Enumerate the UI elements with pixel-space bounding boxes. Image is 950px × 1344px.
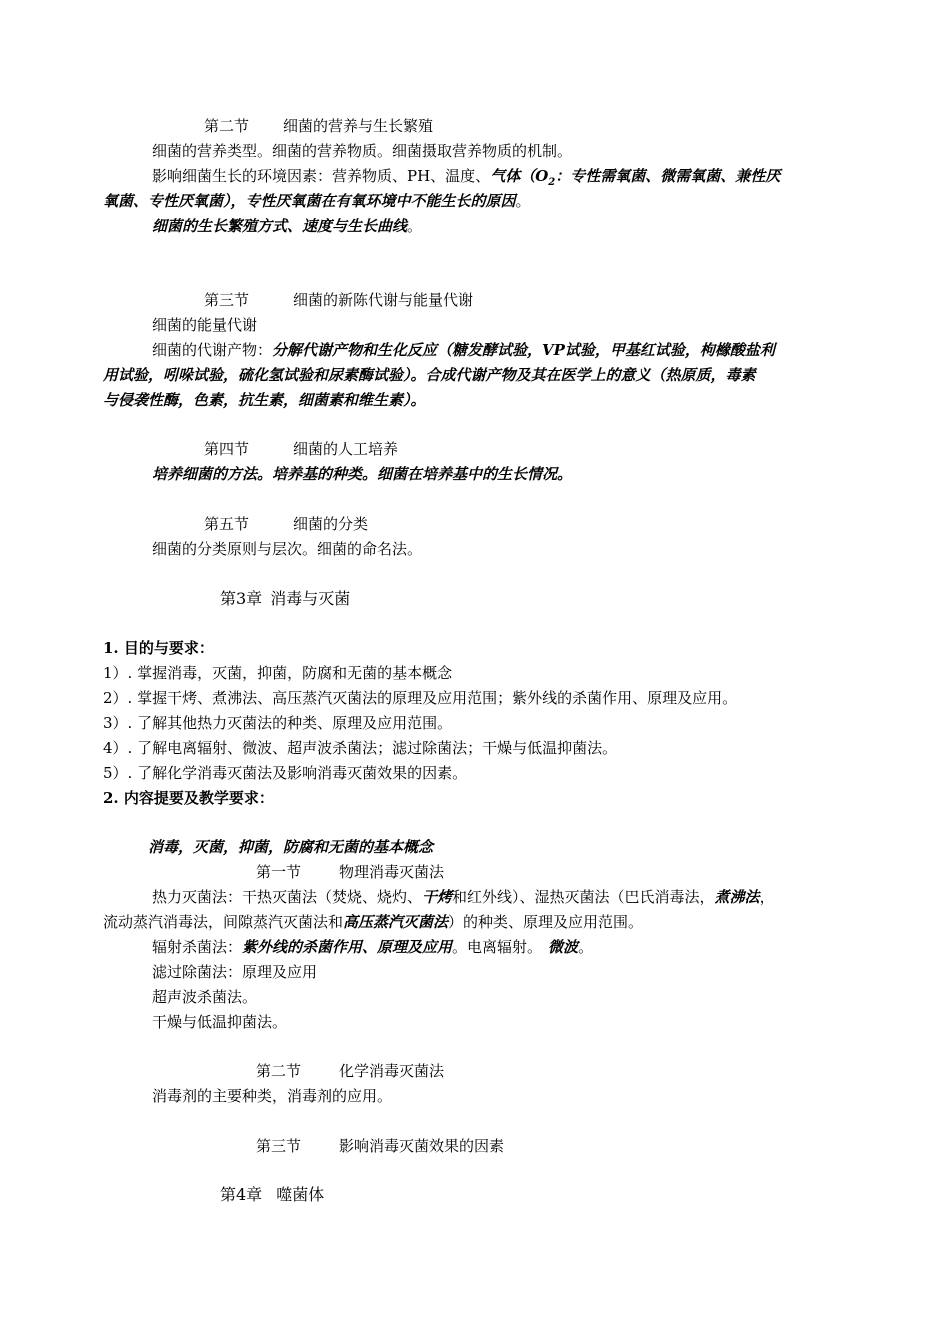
section-number: 第一节 — [256, 863, 302, 881]
section-heading — [204, 290, 473, 310]
section-title: 细菌的营养与生长繁殖 — [283, 117, 434, 135]
section-heading — [256, 862, 444, 882]
paragraph: 干燥与低温抑菌法。 — [152, 1013, 288, 1031]
paragraph: 影响细菌生长的环境因素：营养物质、PH、温度、气体（$O_2$：专性需氧菌、微需氧菌、兼性厌 — [152, 167, 781, 188]
section-heading — [256, 1061, 444, 1081]
paragraph-continued: 流动蒸汽消毒法，间隙蒸汽灭菌法和高压蒸汽灭菌法）的种类、原理及应用范围。 — [103, 913, 644, 931]
section-title: 影响消毒灭菌效果的因素 — [339, 1137, 505, 1155]
section-number: 第三节 — [256, 1137, 302, 1155]
subheading: 1. 目的与要求： — [103, 639, 214, 657]
paragraph: 培养细菌的方法。培养基的种类。细菌在培养基中的生长情况。 — [152, 465, 573, 483]
paragraph: 超声波杀菌法。 — [152, 988, 258, 1006]
section-number: 第二节 — [204, 117, 250, 135]
paragraph-continued: 与侵袭性酶，色素，抗生素，细菌素和维生素）。 — [103, 391, 426, 409]
section-number: 第五节 — [204, 515, 250, 533]
chapter-title: 第3章 消毒与灭菌 — [220, 589, 351, 608]
section-title: 化学消毒灭菌法 — [339, 1062, 445, 1080]
section-number: 第四节 — [204, 440, 250, 458]
chapter-title: 第4章 噬菌体 — [220, 1185, 325, 1204]
paragraph: 细菌的代谢产物：分解代谢产物和生化反应（糖发酵试验，VP试验，甲基红试验，枸橼酸盐利 — [152, 341, 775, 359]
section-title: 细菌的分类 — [293, 515, 369, 533]
section-heading — [204, 439, 398, 459]
section-title: 细菌的新陈代谢与能量代谢 — [293, 291, 474, 309]
paragraph: 细菌的生长繁殖方式、速度与生长曲线。 — [152, 217, 423, 235]
paragraph: 辐射杀菌法：紫外线的杀菌作用、原理及应用。电离辐射。 微波。 — [152, 938, 594, 956]
list-item: 5）. 了解化学消毒灭菌法及影响消毒灭菌效果的因素。 — [103, 764, 468, 782]
paragraph: 消毒剂的主要种类，消毒剂的应用。 — [152, 1087, 393, 1105]
list-item: 4）. 了解电离辐射、微波、超声波杀菌法；滤过除菌法；干燥与低温抑菌法。 — [103, 739, 618, 757]
paragraph: 消毒，灭菌，抑菌，防腐和无菌的基本概念 — [148, 838, 434, 856]
section-heading — [204, 116, 433, 136]
subheading: 2. 内容提要及教学要求： — [103, 789, 274, 807]
section-number: 第二节 — [256, 1062, 302, 1080]
list-item: 2）. 掌握干烤、煮沸法、高压蒸汽灭菌法的原理及应用范围；紫外线的杀菌作用、原理及应用。 — [103, 689, 738, 707]
section-number: 第三节 — [204, 291, 250, 309]
section-title: 细菌的人工培养 — [293, 440, 399, 458]
paragraph: 滤过除菌法：原理及应用 — [152, 963, 318, 981]
list-item: 1）. 掌握消毒，灭菌，抑菌，防腐和无菌的基本概念 — [103, 664, 453, 682]
section-heading — [204, 514, 368, 534]
paragraph-continued: 氧菌、专性厌氧菌），专性厌氧菌在有氧环境中不能生长的原因。 — [103, 192, 531, 210]
paragraph: 细菌的营养类型。细菌的营养物质。细菌摄取营养物质的机制。 — [152, 142, 573, 160]
section-heading — [256, 1136, 504, 1156]
section-title: 物理消毒灭菌法 — [339, 863, 445, 881]
paragraph: 热力灭菌法：干热灭菌法（焚烧、烧灼、干烤和红外线）、湿热灭菌法（巴氏消毒法，煮沸法， — [152, 888, 775, 906]
paragraph-continued: 用试验，吲哚试验，硫化氢试验和尿素酶试验）。合成代谢产物及其在医学上的意义（热原质，毒素 — [103, 366, 756, 384]
paragraph: 细菌的分类原则与层次。细菌的命名法。 — [152, 540, 423, 558]
list-item: 3）. 了解其他热力灭菌法的种类、原理及应用范围。 — [103, 714, 453, 732]
paragraph: 细菌的能量代谢 — [152, 316, 258, 334]
